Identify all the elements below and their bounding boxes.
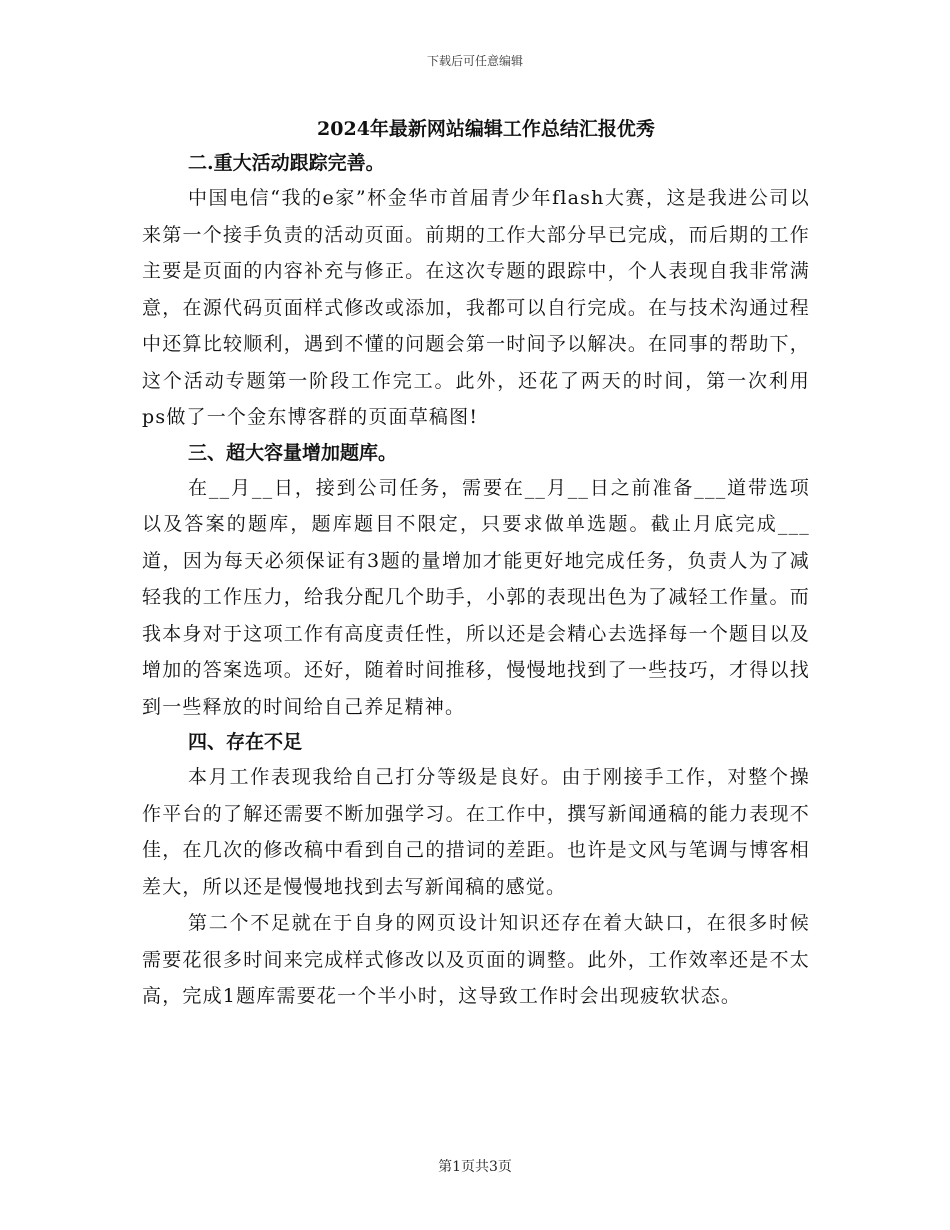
paragraph: 中国电信“我的e家”杯金华市首届青少年flash大赛，这是我进公司以来第一个接手负责的活动页面。前期的工作大部分早已完成，而后期的工作主要是页面的内容补充与修正。在这次专题的跟踪中，个人表现自我非常满意，在源代码页面样式修改或添加，我都可以自行完成。在与技术沟通过程中还算比较顺利，遇到不懂的问题会第一时间予以解决。在同事的帮助下，这个活动专题第一阶段工作完工。此外，还花了两天的时间，第一次利用ps做了一个金东博客群的页面草稿图! bbox=[142, 187, 810, 428]
page-number: 第1页共3页 bbox=[438, 1159, 512, 1175]
section-question-bank bbox=[142, 436, 810, 726]
section-shortcomings bbox=[142, 725, 810, 1015]
document-body bbox=[142, 112, 810, 1015]
document-title: 2024年最新网站编辑工作总结汇报优秀 bbox=[317, 118, 655, 140]
section-heading: 四、存在不足 bbox=[188, 731, 303, 753]
section-major-activity bbox=[142, 146, 810, 436]
paragraph: 本月工作表现我给自己打分等级是良好。由于刚接手工作，对整个操作平台的了解还需要不断加强学习。在工作中，撰写新闻通稿的能力表现不佳，在几次的修改稿中看到自己的措词的差距。也许是文风与笔调与博客相差大，所以还是慢慢地找到去写新闻稿的感觉。 bbox=[142, 766, 810, 898]
page-header-note: 下载后可任意编辑 bbox=[426, 54, 523, 68]
paragraph: 第二个不足就在于自身的网页设计知识还存在着大缺口，在很多时候需要花很多时间来完成样式修改以及页面的调整。此外，工作效率还是不太高，完成1题库需要花一个半小时，这导致工作时会出现疲软状态。 bbox=[142, 912, 810, 1007]
section-heading: 三、超大容量增加题库。 bbox=[188, 441, 398, 464]
paragraph: 在__月__日，接到公司任务，需要在__月__日之前准备___道带选项以及答案的题库，题库题目不限定，只要求做单选题。截止月底完成___道，因为每天必须保证有3题的量增加才能更好地完成任务，负责人为了减轻我的工作压力，给我分配几个助手，小郭的表现出色为了减轻工作量。而我本身对于这项工作有高度责任性，所以还是会精心去选择每一个题目以及增加的答案选项。还好，随着时间推移，慢慢地找到了一些技巧，才得以找到一些释放的时间给自己养足精神。 bbox=[142, 476, 810, 718]
section-heading: 二.重大活动跟踪完善。 bbox=[188, 152, 385, 174]
